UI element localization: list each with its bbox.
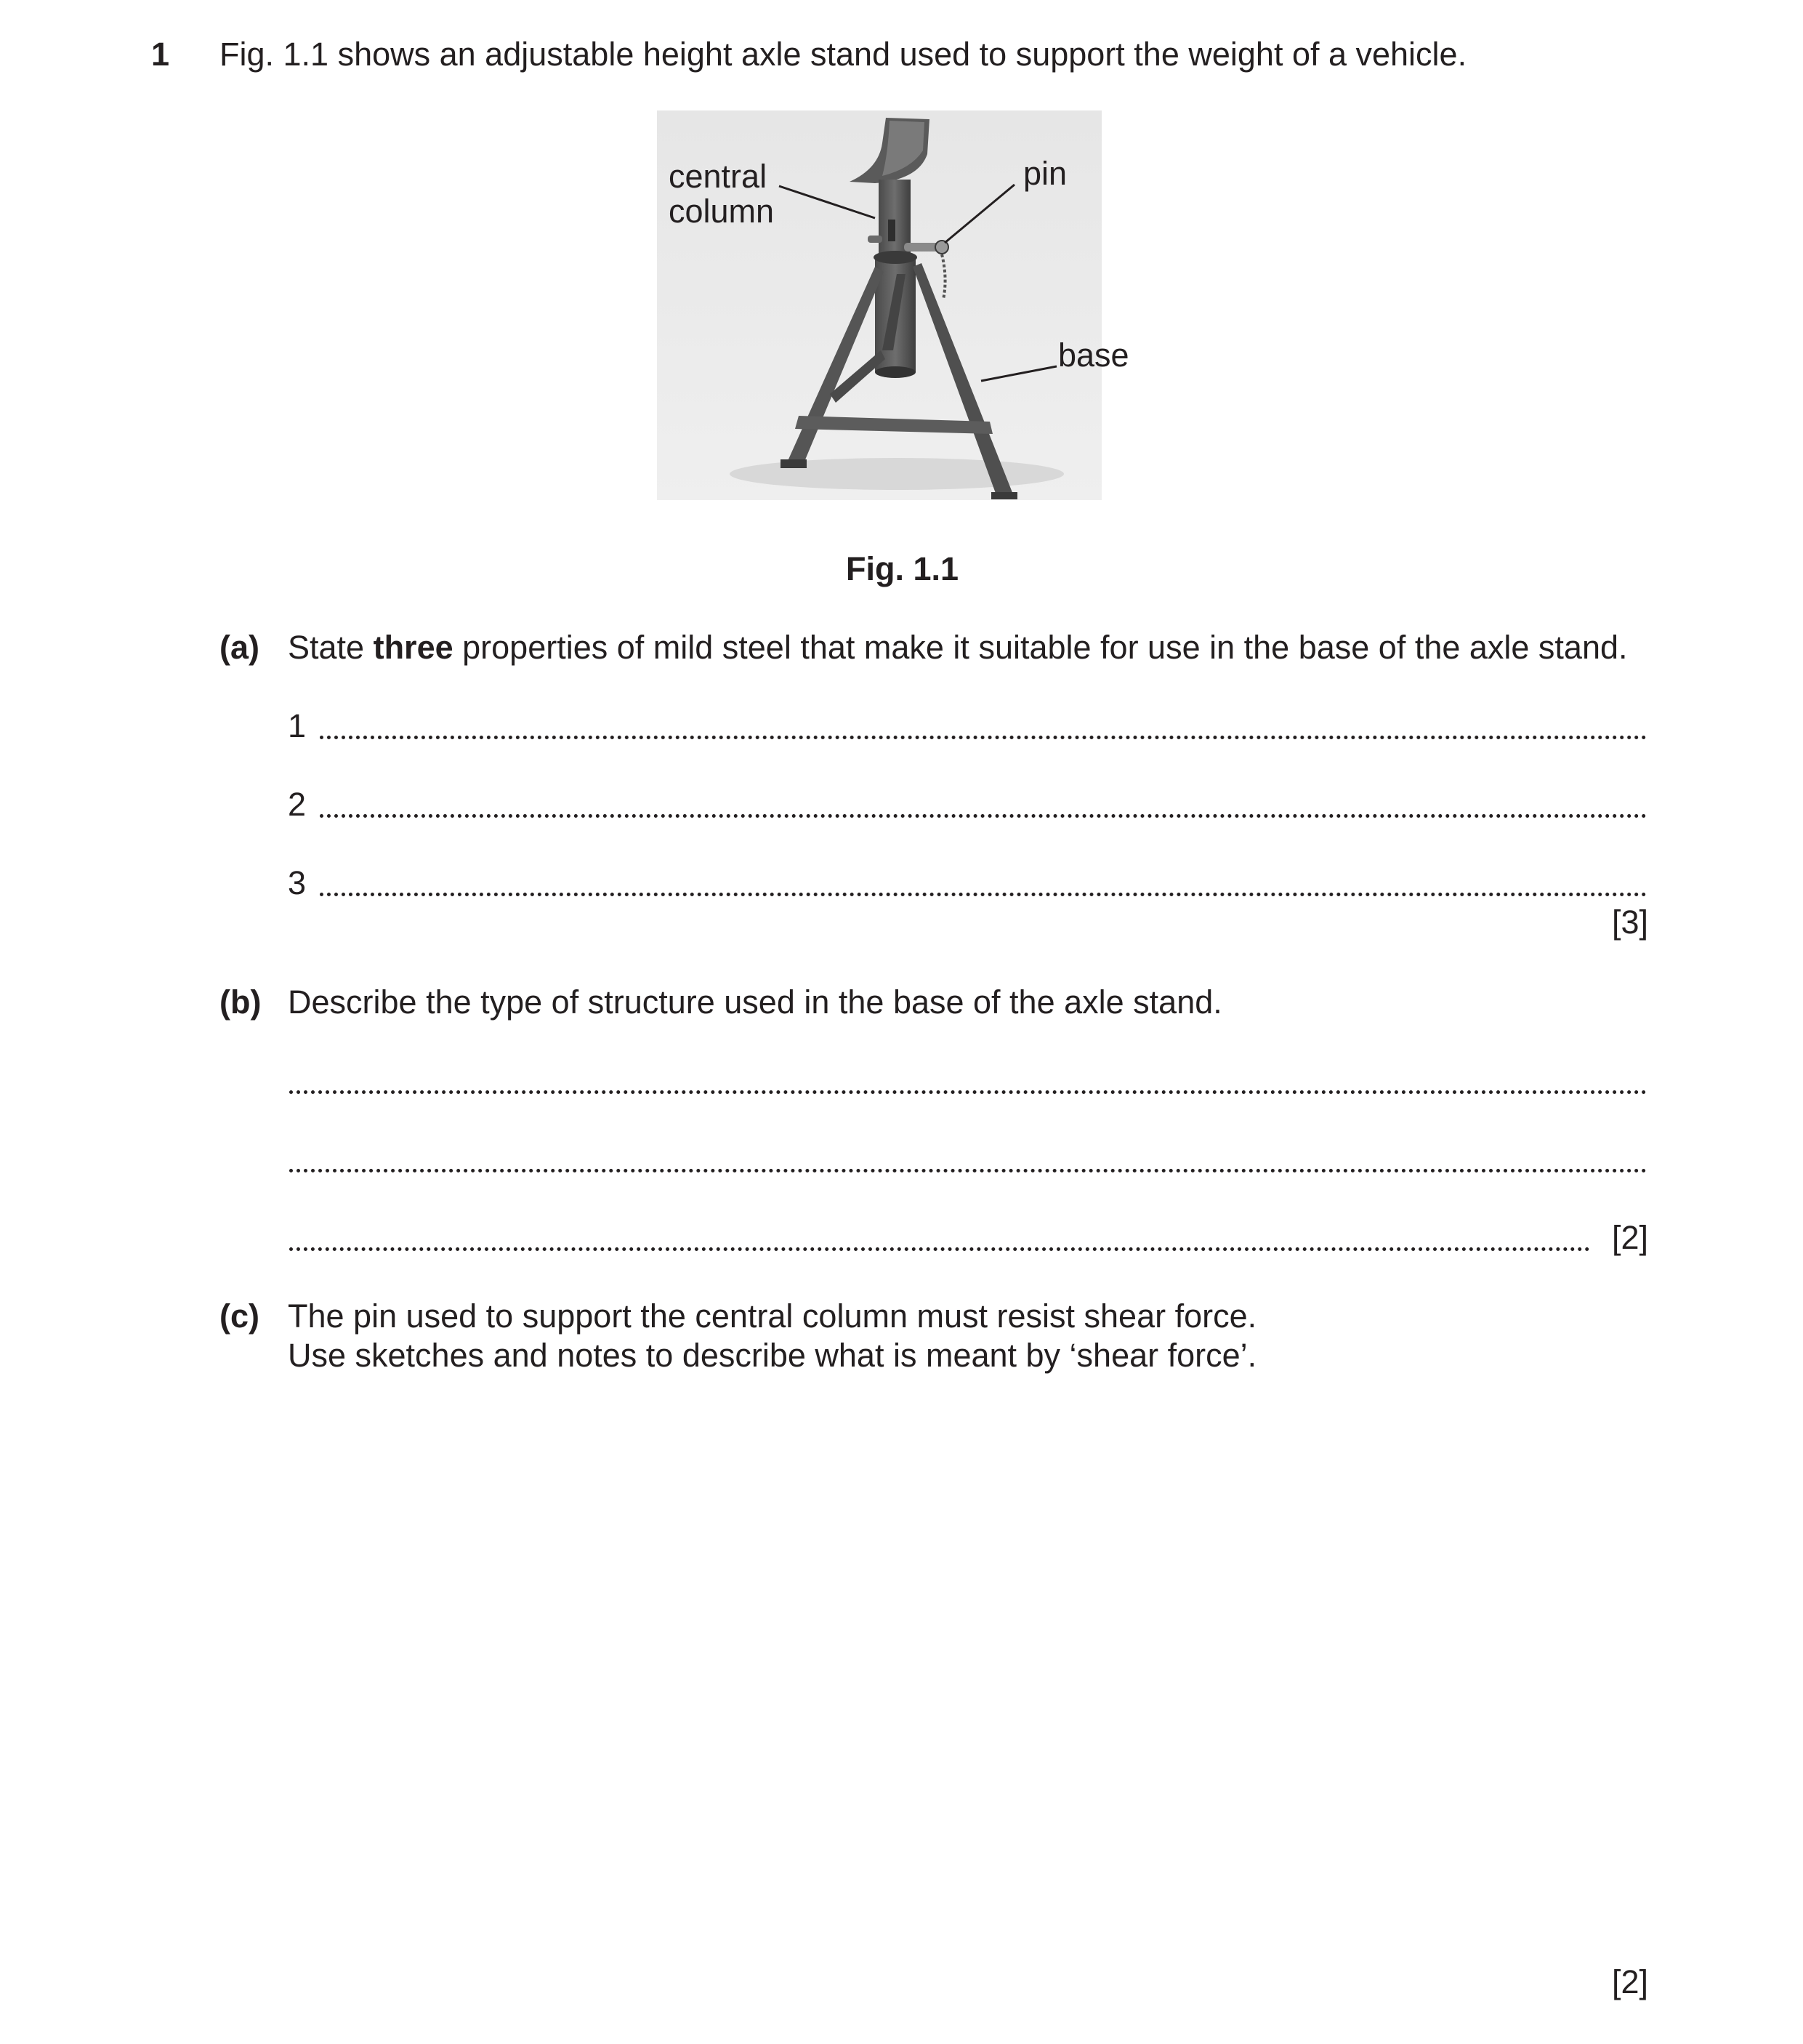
part-c-label: (c) bbox=[219, 1297, 259, 1335]
part-c-line-1: The pin used to support the central column must resist shear force. bbox=[288, 1297, 1257, 1335]
part-a-marks: [3] bbox=[1612, 904, 1649, 941]
answer-line-a1[interactable] bbox=[320, 736, 1647, 739]
part-b-prompt: Describe the type of structure used in the base of the axle stand. bbox=[288, 983, 1222, 1021]
answer-line-b3[interactable] bbox=[289, 1247, 1590, 1251]
part-a-text-bold: three bbox=[373, 629, 453, 666]
answer-line-number-2: 2 bbox=[288, 786, 307, 823]
part-c-sketch-area[interactable] bbox=[288, 1396, 1647, 1948]
figure-caption: Fig. 1.1 bbox=[846, 550, 959, 587]
label-column: column bbox=[669, 193, 775, 230]
answer-line-b1[interactable] bbox=[289, 1090, 1647, 1094]
part-a-text-after: properties of mild steel that make it suitable for use in the base of the axle stand. bbox=[453, 629, 1628, 666]
part-a-prompt bbox=[288, 628, 1628, 667]
axle-stand-figure bbox=[657, 110, 1129, 500]
answer-line-number-3: 3 bbox=[288, 864, 307, 901]
part-a-text-before: State bbox=[288, 629, 374, 666]
label-pin: pin bbox=[1023, 155, 1068, 192]
part-c-marks: [2] bbox=[1612, 1963, 1649, 2000]
answer-line-a2[interactable] bbox=[320, 814, 1647, 818]
answer-line-a3[interactable] bbox=[320, 893, 1647, 896]
answer-line-number-1: 1 bbox=[288, 707, 307, 744]
question-intro: Fig. 1.1 shows an adjustable height axle stand used to support the weight of a vehicle. bbox=[219, 36, 1467, 73]
question-number: 1 bbox=[151, 36, 170, 73]
part-c-line-2: Use sketches and notes to describe what is meant by ‘shear force’. bbox=[288, 1337, 1257, 1374]
label-base: base bbox=[1058, 337, 1129, 374]
label-central: central bbox=[669, 158, 767, 195]
part-b-marks: [2] bbox=[1612, 1219, 1649, 1256]
answer-line-b2[interactable] bbox=[289, 1169, 1647, 1172]
part-b-label: (b) bbox=[219, 983, 262, 1021]
part-a-label: (a) bbox=[219, 629, 259, 666]
